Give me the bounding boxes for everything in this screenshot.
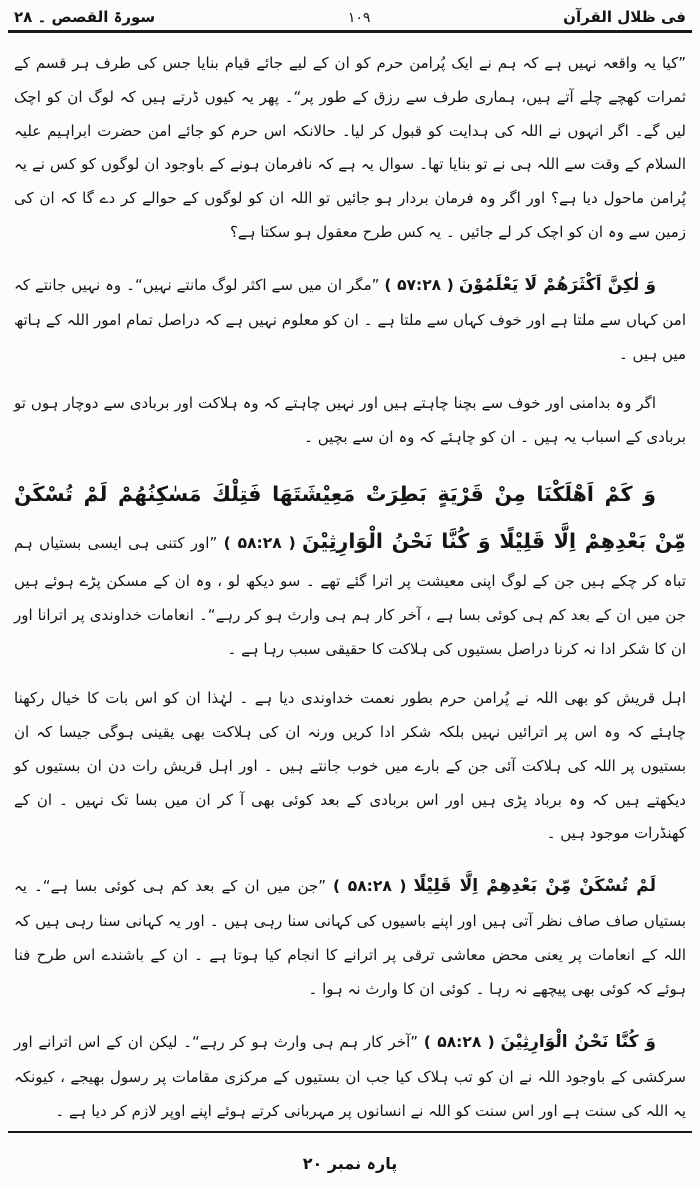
verse-ref: ( ۵۸:۲۸ ) [333, 877, 407, 896]
arabic-verse: وَ كَمْ اَهْلَكْنَا مِنْ قَرْيَةٍ بَطِرَتْ مَعِيْشَتَهَا فَتِلْكَ مَسٰكِنُهُمْ لَمْ تُسْكَنْ مِّنْ بَعْدِهِمْ اِلَّا قَلِيْلًا وَ كُنَّا نَحْنُ الْوَارِثِيْنَ [14, 481, 686, 553]
verse-translation: ”جن میں ان کے بعد کم ہی کوئی بسا ہے“۔ [33, 877, 327, 896]
urdu-text: وہ نہیں جانتے کہ امن کہاں سے ملتا ہے اور خوف کہاں سے ملتا ہے ۔ ان کو معلوم نہیں ہے کہ دراصل تمام امور اللہ کے ہاتھ میں ہیں ۔ [14, 275, 686, 363]
paragraph-quote-intro [14, 47, 686, 250]
footer-rule [8, 1131, 692, 1133]
book-title: فی ظلال القرآن [563, 8, 686, 26]
urdu-text: اگر وہ بدامنی اور خوف سے بچنا چاہتے ہیں اور نہیں چاہتے کہ وہ ہلاکت اور بربادی سے دوچار ہوں تو بربادی کے اسباب یہ ہیں ۔ ان کو چاہئے کہ وہ ان سے بچیں ۔ [14, 394, 686, 446]
urdu-text: اہل قریش کو بھی اللہ نے پُرامن حرم بطور نعمت خداوندی دیا ہے ۔ لہٰذا ان کو اس بات کا خیال رکھنا چاہئے کہ وہ اس پر اترائیں نہیں بلکہ شکر ادا کریں ورنہ ان کی ہلاکت بھی یقینی ہوگی جیسا کہ ان بستیوں پر اللہ کی ہلاکت آئی جن کے بارے میں خوب جانتے ہیں ۔ اور اہل قریش رات دن ان بستیوں کو دیکھتے ہیں کہ وہ برباد پڑی ہیں اور اس بربادی کے بعد کوئی بھی آ کر ان میں بسا تک نہیں ۔ ان کے کھنڈرات موجود ہیں ۔ [14, 689, 686, 843]
verse-translation: ”آخر کار ہم ہی وارث ہو کر رہے“۔ [183, 1032, 419, 1051]
verse-ref: ( ۵۷:۲۸ ) [384, 275, 454, 294]
urdu-text: لیکن ان کے اس اترانے اور سرکشی کے باوجود اللہ نے ان کو تب ہلاک کیا جب ان بستیوں کے مرکزی مقامات پر رسول بھیجے ، کیونکہ یہ اللہ کی سنت ہے اور اس سنت کو اللہ نے انسانوں پر مہربانی کرتے ہوئے اپنے اوپر لازم کر دیا ہے ۔ [14, 1032, 686, 1120]
page-number: ۱۰۹ [347, 10, 371, 26]
urdu-text: ”کیا یہ واقعہ نہیں ہے کہ ہم نے ایک پُرامن حرم کو ان کے لیے جائے قیام بنایا جس کی طرف ہر قسم کے ثمرات کھچے چلے آتے ہیں، ہماری طرف سے رزق کے طور پر“۔ پھر یہ کیوں ڈرتے ہیں کہ لوگ ان کو اچک لیں گے۔ اگر انہوں نے اللہ کی ہدایت کو قبول کر لیا۔ حالانکہ اس حرم کو جائے امن حضرت ابراہیم علیہ السلام کے وقت سے اللہ ہی نے تو بنایا تھا۔ سوال یہ ہے کہ نافرمان ہونے کے باوجود ان لوگوں کو کس نے یہ پُرامن ماحول دیا ہے؟ اور اگر وہ فرمان بردار ہو جائیں تو اللہ ان کو لوگوں کے حوالے کر دے گا کہ ان کی زمین سے وہ ان کو اچک کر لے جائیں ۔ یہ کس طرح معقول ہو سکتا ہے؟ [14, 54, 686, 241]
urdu-text: انعامات خداوندی پر اترانا اور ان کا شکر ادا نہ کرنا دراصل بستیوں کی ہلاکت کا حقیقی سبب رہا ہے ۔ [14, 605, 686, 658]
page-header [0, 0, 700, 29]
arabic-verse: لَمْ تُسْكَنْ مِّنْ بَعْدِهِمْ اِلَّا قَلِيْلًا [413, 876, 656, 897]
paragraph-quraysh [14, 682, 686, 851]
surah-title: سورۃ القصص ۔ ۲۸ [14, 8, 156, 26]
arabic-verse: وَ كُنَّا نَحْنُ الْوَارِثِيْنَ [500, 1031, 656, 1052]
verse-translation: ”مگر ان میں سے اکثر لوگ مانتے نہیں“۔ [126, 275, 380, 294]
paragraph-verse-58-part1 [14, 867, 686, 1007]
verse-ref: ( ۵۸:۲۸ ) [423, 1032, 495, 1051]
verse-ref: ( ۵۸:۲۸ ) [223, 533, 296, 552]
arabic-verse: وَ لٰكِنَّ اَكْثَرَهُمْ لَا يَعْلَمُوْنَ [458, 274, 657, 295]
paragraph-verse-57 [14, 266, 686, 372]
paragraph-verse-58-full [14, 471, 686, 667]
paragraph-commentary [14, 387, 686, 455]
paragraph-verse-58-part2 [14, 1023, 686, 1129]
page-body [0, 33, 700, 1128]
urdu-text: یہ بستیاں صاف صاف نظر آتی ہیں اور اپنے باسیوں کی کہانی سنا رہی ہیں ۔ اور یہ کہانی سنا رہی ہیں کہ اللہ کے انعامات پر یعنی محض معاشی ترقی پر اترانے کا انجام کیا ہوتا ہے ۔ ان کے باشندے اس طرح فنا ہوئے کہ کوئی بھی پیچھے نہ رہا ۔ کوئی ان کا وارث نہ ہوا ۔ [14, 877, 686, 998]
para-number: پارہ نمبر ۲۰ [302, 1154, 398, 1173]
verse-translation: ”اور کتنی ہی ایسی بستیاں ہم تباہ کر چکے ہیں جن کے لوگ اپنی معیشت پر اترا گئے تھے ۔ سو دیکھ لو ، وہ ان کے مسکن پڑے ہوئے ہیں جن میں ان کے بعد کم ہی کوئی بسا ہے ، آخر کار ہم ہی وارث ہو کر رہے“۔ [14, 533, 686, 624]
